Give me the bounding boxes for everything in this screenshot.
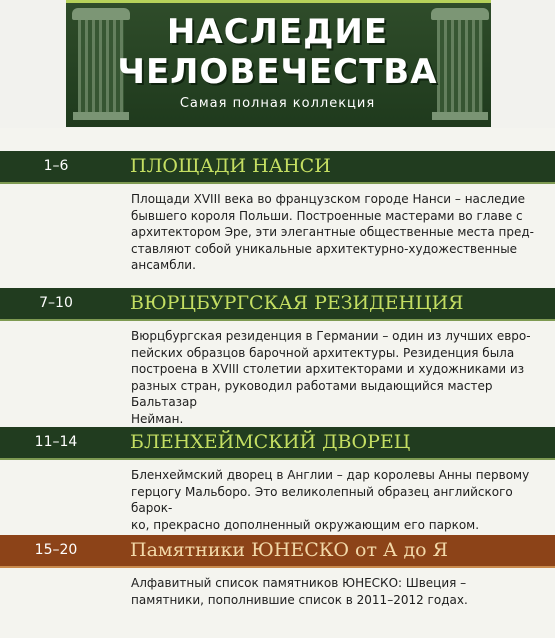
issue-range: 11–14 <box>34 434 78 450</box>
entry-title: Памятники ЮНЕСКО от А до Я <box>130 539 448 561</box>
entry-title: ВЮРЦБУРГСКАЯ РЕЗИДЕНЦИЯ <box>130 292 464 314</box>
masthead <box>0 0 555 128</box>
issue-range: 7–10 <box>39 295 73 311</box>
entry-header-unesco <box>0 535 555 568</box>
entry-description: Алфавитный список памятников ЮНЕСКО: Швеция – памятники, пополнившие список в 2011–2012 годах. <box>131 576 468 607</box>
entry-title: БЛЕНХЕЙМСКИЙ ДВОРЕЦ <box>130 431 411 453</box>
entry-header-blenheim <box>0 427 555 460</box>
issue-range: 15–20 <box>34 542 78 558</box>
masthead-subtitle: Самая полная коллекция <box>179 96 376 111</box>
entry-title: ПЛОЩАДИ НАНСИ <box>130 155 331 177</box>
entry-description: Бленхеймский дворец в Англии – дар королевы Анны первому герцогу Мальборо. Это великолепный образец английского барок- ко, прекрасно дополненный окружающим его парком. <box>131 468 530 532</box>
entry-description: Вюрцбургская резиденция в Германии – один из лучших евро- пейских образцов барочной архитектуры. Резиденция была построена в XVIII столетии архитекторами и художниками из разных стран, руководил работами выдающийся мастер Бальтазар Нейман. <box>131 329 531 426</box>
masthead-title-line1: НАСЛЕДИЕ <box>166 12 389 52</box>
entry-description: Площади XVIII века во французском городе Нанси – наследие бывшего короля Польши. Построенные мастерами во главе с архитектором Эре, эти элегантные общественные места пред- ставляют собой уникальные архитектурно-художественные ансамбли. <box>131 192 534 273</box>
issue-range: 1–6 <box>43 158 69 174</box>
masthead-title-line2: ЧЕЛОВЕЧЕСТВА <box>117 52 438 92</box>
entry-header-wurzburg <box>0 288 555 321</box>
entry-header-nancy <box>0 151 555 184</box>
